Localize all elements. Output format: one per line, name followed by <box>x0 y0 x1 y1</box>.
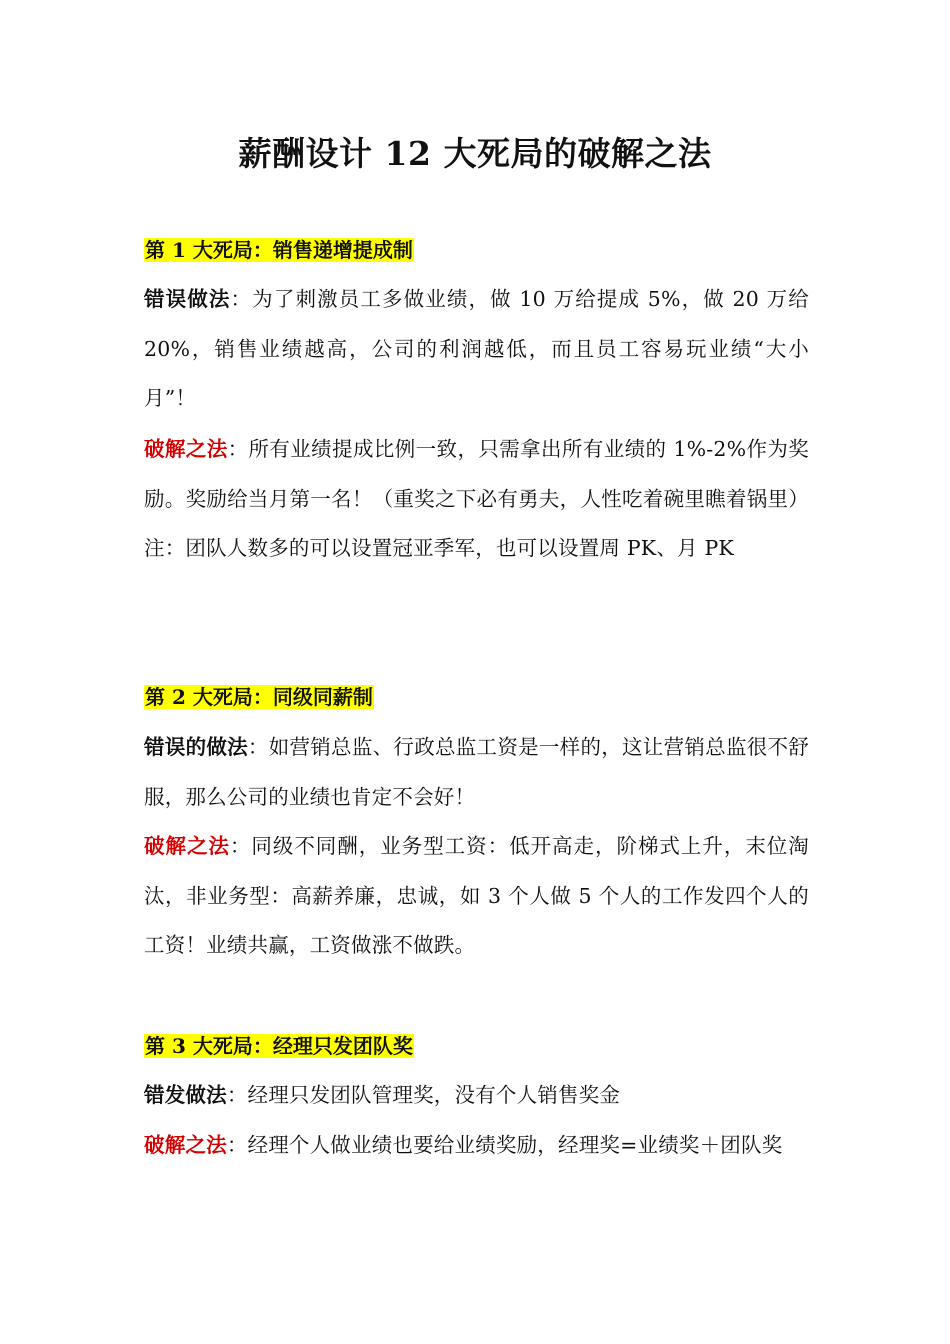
section-2-wrong-label: 错误的做法 <box>144 735 248 759</box>
section-3-wrong-label: 错发做法 <box>144 1083 227 1107</box>
section-1-fix-text: ：所有业绩提成比例一致，只需拿出所有业绩的 1%-2%作为奖励。奖励给当月第一名！（重奖之下必有勇夫，人性吃着碗里瞧着锅里）注：团队人数多的可以设置冠亚季军，也可以设置周 PK、月 PK <box>144 437 809 560</box>
section-2-fix-text: ：同级不同酬，业务型工资：低开高走，阶梯式上升，末位淘汰，非业务型：高薪养廉，忠诚，如 3 个人做 5 个人的工作发四个人的工资！业绩共赢，工资做涨不做跌。 <box>144 834 809 957</box>
section-2-wrong-text: ：如营销总监、行政总监工资是一样的，这让营销总监很不舒服，那么公司的业绩也肯定不会好！ <box>144 735 809 809</box>
section-2-heading-text: 第 2 大死局：同级同薪制 <box>145 685 373 709</box>
section-1-heading <box>144 236 414 264</box>
section-3-wrong-paragraph <box>144 1071 809 1121</box>
section-2-wrong-paragraph <box>144 723 809 822</box>
document-title: 薪酬设计 12 大死局的破解之法 <box>238 134 712 173</box>
section-1-fix-paragraph <box>144 425 809 574</box>
section-3-heading <box>144 1032 414 1060</box>
section-1-wrong-label: 错误做法 <box>144 287 231 311</box>
section-2-fix-label: 破解之法 <box>144 834 230 858</box>
section-3-fix-text: ：经理个人做业绩也要给业绩奖励，经理奖=业绩奖＋团队奖 <box>226 1133 783 1157</box>
section-3-fix-paragraph <box>144 1121 809 1171</box>
section-3-heading-text: 第 3 大死局：经理只发团队奖 <box>145 1034 413 1058</box>
section-2-heading <box>144 683 374 711</box>
section-2-fix-paragraph <box>144 822 809 971</box>
section-1-wrong-text: ：为了刺激员工多做业绩，做 10 万给提成 5%，做 20 万给 20%，销售业绩越高，公司的利润越低，而且员工容易玩业绩“大小月”！ <box>144 287 809 410</box>
section-1-wrong-paragraph <box>144 275 809 424</box>
section-3-fix-label: 破解之法 <box>144 1133 227 1157</box>
section-3-wrong-text: ：经理只发团队管理奖，没有个人销售奖金 <box>226 1083 621 1107</box>
section-1-heading-text: 第 1 大死局：销售递增提成制 <box>145 238 413 262</box>
section-1-fix-label: 破解之法 <box>144 437 228 461</box>
